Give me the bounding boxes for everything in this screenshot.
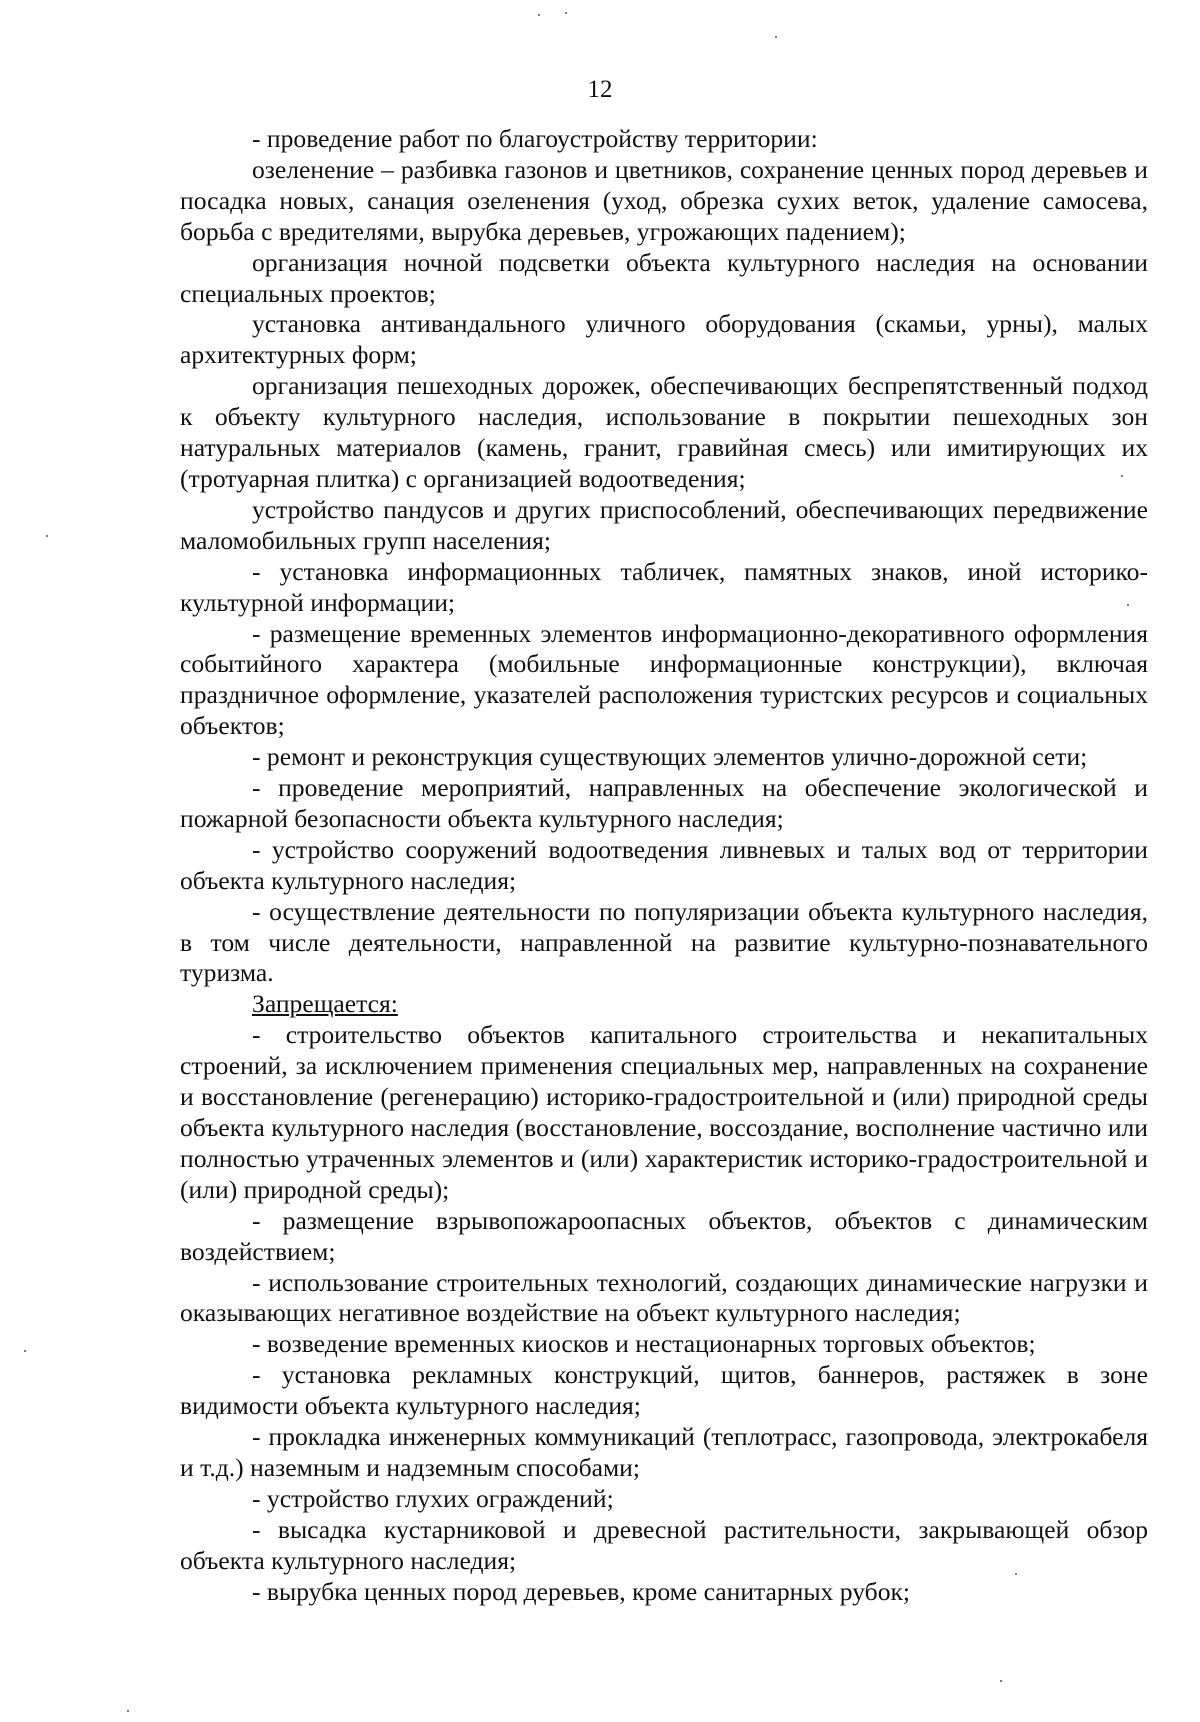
paragraph-kiosks-ban: - возведение временных киосков и нестационарных торговых объектов; [252, 1329, 1036, 1359]
scan-speck [46, 535, 48, 537]
paragraph-temporary-decor: - размещение временных элементов информационно-декоративного оформления событийного характера (мобильные информационные конструкции), включая праздничное оформление, указателей расположения туристских ресурсов и социальных объектов; [180, 618, 1148, 741]
paragraph-construction-ban: - строительство объектов капитального строительства и некапитальных строений, за исключением применения специальных мер, направленных на сохранение и восстановление (регенерацию) историко-градостроительной и (или) природной среды объекта культурного наследия (восстановление, воссоздание, восполнение частично или полностью утраченных элементов и (или) характеристик историко-градостроительной и (или) природной среды); [180, 1020, 1148, 1204]
paragraph-greening: озеленение – разбивка газонов и цветников, сохранение ценных пород деревьев и посадка новых, санация озеленения (уход, обрезка сухих веток, удаление самосева, борьба с вредителями, вырубка деревьев, угрожающих падением); [180, 154, 1148, 246]
scan-speck [775, 36, 777, 38]
scan-speck [538, 14, 540, 16]
page-number: 12 [587, 76, 613, 103]
paragraph-landscaping-heading: - проведение работ по благоустройству территории: [252, 124, 818, 153]
scan-speck [565, 12, 567, 14]
paragraph-street-equipment: установка антивандального уличного оборудования (скамьи, урны), малых архитектурных форм; [180, 309, 1148, 370]
paragraph-drainage: - устройство сооружений водоотведения ливневых и талых вод от территории объекта культурного наследия; [180, 834, 1148, 895]
paragraph-advertising-ban: - установка рекламных конструкций, щитов, баннеров, растяжек в зоне видимости объекта культурного наследия; [180, 1360, 1148, 1421]
paragraph-dynamic-load-ban: - использование строительных технологий, создающих динамические нагрузки и оказывающих негативное воздействие на объект культурного наследия; [180, 1267, 1148, 1328]
paragraph-solid-fences-ban: - устройство глухих ограждений; [252, 1483, 614, 1513]
paragraph-utilities-ban: - прокладка инженерных коммуникаций (теплотрасс, газопровода, электрокабеля и т.д.) наземным и надземным способами; [180, 1422, 1148, 1482]
scan-speck [127, 1710, 129, 1712]
prohibited-heading [180, 989, 1148, 1020]
paragraph-road-repair: - ремонт и реконструкция существующих элементов улично-дорожной сети; [252, 742, 1088, 772]
paragraph-safety-measures: - проведение мероприятий, направленных на обеспечение экологической и пожарной безопасности объекта культурного наследия; [180, 773, 1148, 833]
scan-speck [24, 1350, 26, 1352]
paragraph-hazardous-objects-ban: - размещение взрывопожароопасных объектов, объектов с динамическим воздействием; [180, 1205, 1148, 1266]
paragraph-information-plates: - установка информационных табличек, памятных знаков, иной историко-культурной информации; [180, 556, 1148, 617]
paragraph-tree-felling-ban: - вырубка ценных пород деревьев, кроме санитарных рубок; [252, 1576, 911, 1606]
document-body [180, 124, 1148, 1608]
scan-speck [1127, 604, 1129, 606]
paragraph-ramps: устройство пандусов и других приспособлений, обеспечивающих передвижение маломобильных групп населения; [180, 494, 1148, 555]
paragraph-pedestrian-paths: организация пешеходных дорожек, обеспечивающих беспрепятственный подход к объекту культурного наследия, использование в покрытии пешеходных зон натуральных материалов (камень, гранит, гравийная смесь) или имитирующих их (тротуарная плитка) с организацией водоотведения; [180, 371, 1148, 493]
paragraph-popularization: - осуществление деятельности по популяризации объекта культурного наследия, в том числе деятельности, направленной на развитие культурно-познавательного туризма. [180, 896, 1148, 988]
scan-speck [1000, 1680, 1002, 1682]
prohibited-heading-text: Запрещается: [252, 989, 398, 1019]
scan-speck [1015, 1573, 1017, 1575]
paragraph-night-lighting: организация ночной подсветки объекта культурного наследия на основании специальных проектов; [180, 247, 1148, 308]
paragraph-planting-ban: - высадка кустарниковой и древесной растительности, закрывающей обзор объекта культурного наследия; [180, 1514, 1148, 1575]
scan-speck [1121, 475, 1123, 477]
